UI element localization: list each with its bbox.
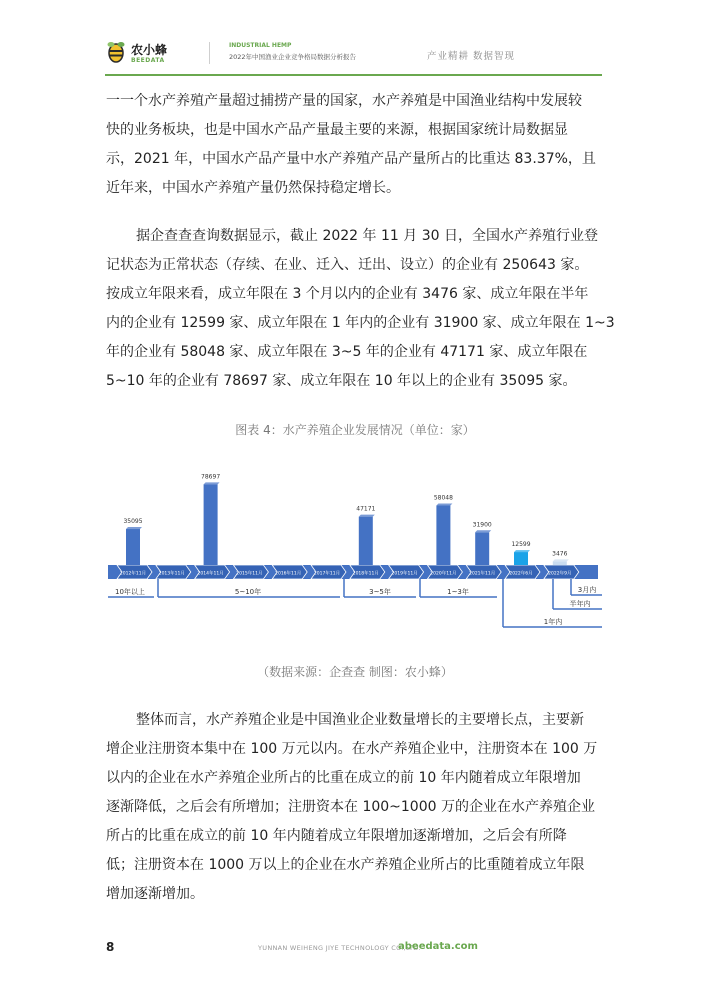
range-label: 1年内 <box>543 618 563 626</box>
header-rule <box>105 74 602 76</box>
bar <box>436 506 450 565</box>
range-label: 5~10年 <box>234 588 262 596</box>
timeline-label: 2022年9月 <box>548 571 572 577</box>
bar <box>359 517 373 565</box>
paragraph-2 <box>106 222 615 396</box>
text-line: 示，2021 年，中国水产品产量中水产养殖产品产量所占的比重达 83.37%，且 <box>106 151 596 167</box>
bee-logo-icon <box>104 40 128 64</box>
report-series-label: INDUSTRIAL HEMP <box>229 42 292 49</box>
text-line: 按成立年限来看，成立年限在 3 个月以内的企业有 3476 家、成立年限在半年 <box>106 286 589 302</box>
bar-value-label: 78697 <box>201 473 221 481</box>
paragraph-3 <box>106 706 606 909</box>
text-line: 以内的企业在水产养殖企业所占的比重在成立的前 10 年内随着成立年限增加 <box>106 770 581 786</box>
page-header <box>0 0 710 76</box>
timeline-label: 2018年11月 <box>352 571 379 577</box>
bar-top <box>475 530 491 532</box>
timeline-label: 2021年11月 <box>469 571 496 577</box>
footer-company: YUNNAN WEIHENG JIYE TECHNOLOGY CO.,LTD. <box>258 944 421 952</box>
range-label: 半年内 <box>569 600 591 608</box>
timeline-label: 2016年11月 <box>275 571 302 577</box>
bar-top <box>126 527 142 529</box>
range-label: 3~5年 <box>369 588 391 596</box>
enterprise-age-chart <box>0 455 710 645</box>
bar <box>553 561 567 565</box>
text-line: 低；注册资本在 1000 万以上的企业在水产养殖企业所占的比重随着成立年限 <box>106 857 585 873</box>
text-line: 增加逐渐增加。 <box>106 886 204 902</box>
figure-source: （数据来源：企查查 制图：农小蜂） <box>257 665 453 679</box>
bar-value-label: 58048 <box>433 494 453 502</box>
bar <box>204 484 218 565</box>
timeline-label: 2022年6月 <box>509 571 533 577</box>
timeline-label: 2014年11月 <box>197 571 224 577</box>
logo-subtext: BEEDATA <box>131 57 165 64</box>
report-title: 2022年中国渔业企业竞争格局数据分析报告 <box>229 53 357 61</box>
timeline-label: 2012年11月 <box>119 571 147 577</box>
text-line: 年的企业有 58048 家、成立年限在 3~5 年的企业有 47171 家、成立年限在 <box>106 344 588 360</box>
header-divider <box>209 42 210 64</box>
page-number: 8 <box>106 940 115 954</box>
bar-top <box>359 515 375 517</box>
text-line: 一一个水产养殖产量超过捕捞产量的国家，水产养殖是中国渔业结构中发展较 <box>106 93 582 109</box>
range-label: 10年以上 <box>115 588 145 596</box>
bar-top <box>514 550 530 552</box>
text-line: 增企业注册资本集中在 100 万元以内。在水产养殖企业中，注册资本在 100 万 <box>106 741 598 757</box>
bar-value-label: 3476 <box>552 550 568 558</box>
text-line: 内的企业有 12599 家、成立年限在 1 年内的企业有 31900 家、成立年限在 1~3 <box>106 315 615 331</box>
bar <box>514 552 528 565</box>
bar-value-label: 12599 <box>511 541 531 549</box>
header-slogan: 产业精耕 数据智现 <box>427 51 516 62</box>
range-label: 3月内 <box>577 586 597 594</box>
text-line: 记状态为正常状态（存续、在业、迁入、迁出、设立）的企业有 250643 家。 <box>106 257 589 273</box>
text-line: 逐渐降低，之后会有所增加；注册资本在 100~1000 万的企业在水产养殖企业 <box>106 799 595 815</box>
bar <box>475 532 489 565</box>
bar <box>126 529 140 565</box>
range-label: 1~3年 <box>447 588 469 596</box>
text-line: 快的业务板块，也是中国水产品产量最主要的来源，根据国家统计局数据显 <box>106 122 568 138</box>
timeline-label: 2015年11月 <box>236 571 263 577</box>
page-footer <box>0 940 710 960</box>
timeline-label: 2013年11月 <box>158 571 185 577</box>
text-line: 所占的比重在成立的前 10 年内随着成立年限增加逐渐增加，之后会有所降 <box>106 828 567 844</box>
bar-top <box>553 559 569 561</box>
footer-website: abeedata.com <box>398 941 478 952</box>
timeline-label: 2017年11月 <box>313 571 341 577</box>
text-line: 近年来，中国水产养殖产量仍然保持稳定增长。 <box>106 180 400 196</box>
text-line: 5~10 年的企业有 78697 家、成立年限在 10 年以上的企业有 35095 家。 <box>106 373 577 389</box>
logo-text: 农小蜂 <box>131 43 168 57</box>
bar-value-label: 35095 <box>123 518 143 526</box>
timeline-label: 2020年11月 <box>430 571 457 577</box>
text-line: 整体而言，水产养殖企业是中国渔业企业数量增长的主要增长点，主要新 <box>136 712 584 728</box>
text-line: 据企查查查询数据显示，截止 2022 年 11 月 30 日，全国水产养殖行业登 <box>136 228 598 244</box>
brand-logo <box>104 40 194 68</box>
figure-caption: 图表 4：水产养殖企业发展情况（单位：家） <box>235 423 475 437</box>
bar-value-label: 47171 <box>356 505 376 513</box>
timeline-label: 2019年11月 <box>391 571 418 577</box>
paragraph-1 <box>106 87 606 203</box>
bar-top <box>204 482 220 484</box>
bar-top <box>436 504 452 506</box>
bar-value-label: 31900 <box>472 521 492 529</box>
